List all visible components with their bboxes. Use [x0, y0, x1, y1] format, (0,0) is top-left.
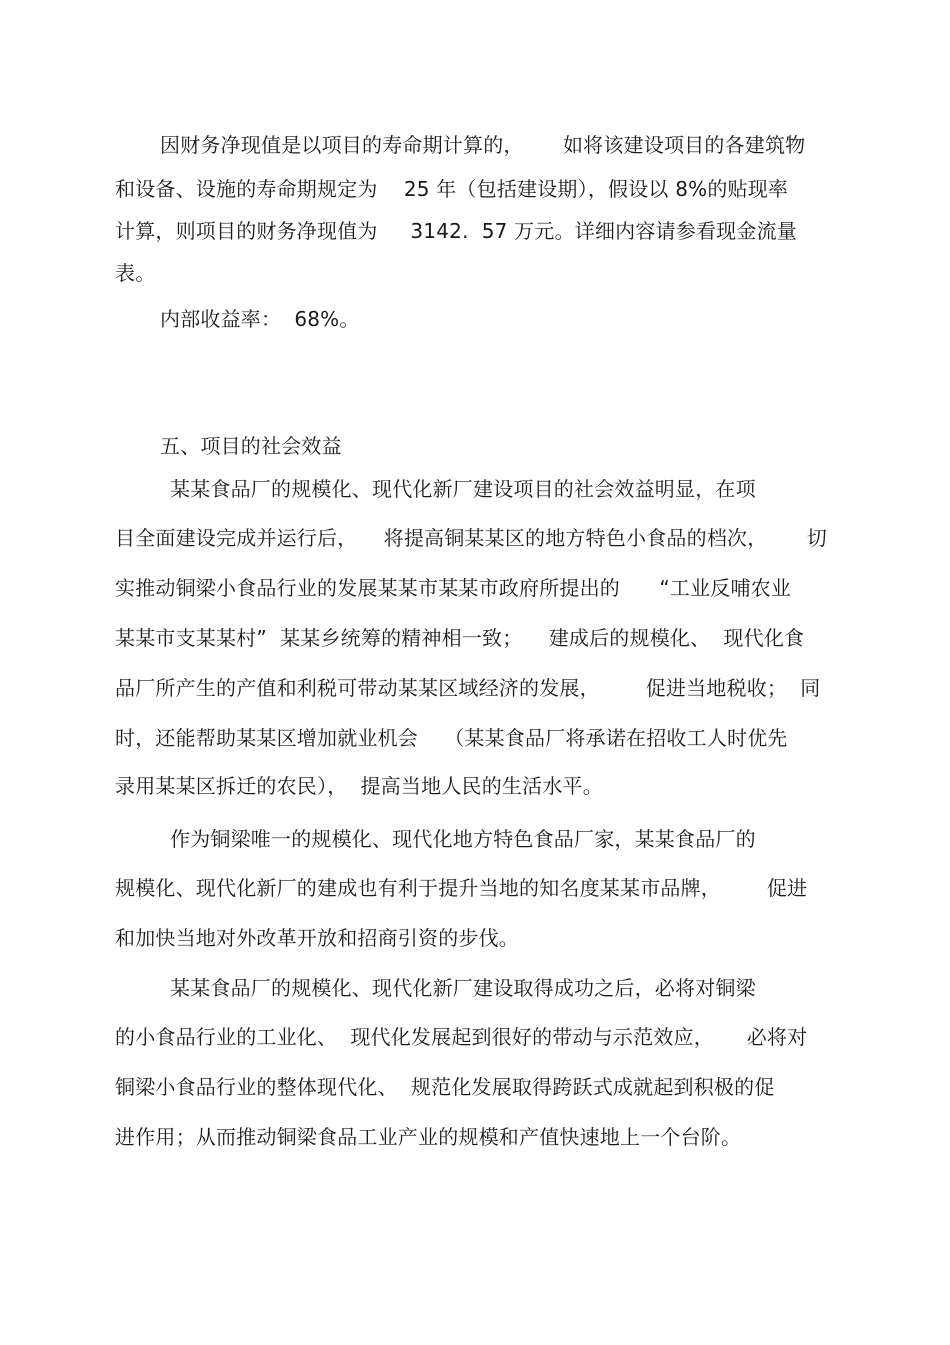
text-line: 铜梁小食品行业的整体现代化、 规范化发展取得跨跃式成就起到积极的促	[115, 1075, 775, 1099]
text-line: 实推动铜梁小食品行业的发展某某市某某市政府所提出的 “工业反哺农业	[115, 576, 792, 600]
text-line: 的小食品行业的工业化、 现代化发展起到很好的带动与示范效应， 必将对	[115, 1025, 808, 1049]
text-line: 某某食品厂的规模化、现代化新厂建设项目的社会效益明显，在项	[170, 477, 756, 501]
text-line: 因财务净现值是以项目的寿命期计算的， 如将该建设项目的各建筑物	[160, 133, 806, 157]
text-line: 和加快当地对外改革开放和招商引资的步伐。	[115, 926, 519, 950]
text-line: 进作用；从而推动铜梁食品工业产业的规模和产值快速地上一个台阶。	[115, 1125, 742, 1149]
text-line: 作为铜梁唯一的规模化、现代化地方特色食品厂家，某某食品厂的	[170, 827, 756, 851]
text-line: 和设备、设施的寿命期规定为 25 年（包括建设期），假设以 8%的贴现率	[115, 177, 789, 201]
text-line: 某某食品厂的规模化、现代化新厂建设取得成功之后，必将对铜梁	[170, 976, 756, 1000]
text-line: 某某市支某某村” 某某乡统筹的精神相一致； 建成后的规模化、 现代化食	[115, 626, 805, 650]
text-line: 计算，则项目的财务净现值为 3142. 57 万元。详细内容请参看现金流量	[115, 219, 797, 243]
text-line: 时，还能帮助某某区增加就业机会 （某某食品厂将承诺在招收工人时优先	[115, 726, 788, 750]
text-line: 目全面建设完成并运行后， 将提高铜某某区的地方特色小食品的档次， 切	[115, 526, 827, 550]
text-line: 品厂所产生的产值和利税可带动某某区域经济的发展， 促进当地税收； 同	[115, 676, 821, 700]
text-line: 内部收益率： 68%。	[160, 307, 360, 331]
text-line: 表。	[115, 261, 156, 285]
text-line: 规模化、现代化新厂的建成也有利于提升当地的知名度某某市品牌， 促进	[115, 876, 808, 900]
section-heading: 五、项目的社会效益	[160, 434, 342, 458]
text-line: 录用某某区拆迁的农民）， 提高当地人民的生活水平。	[115, 774, 603, 798]
